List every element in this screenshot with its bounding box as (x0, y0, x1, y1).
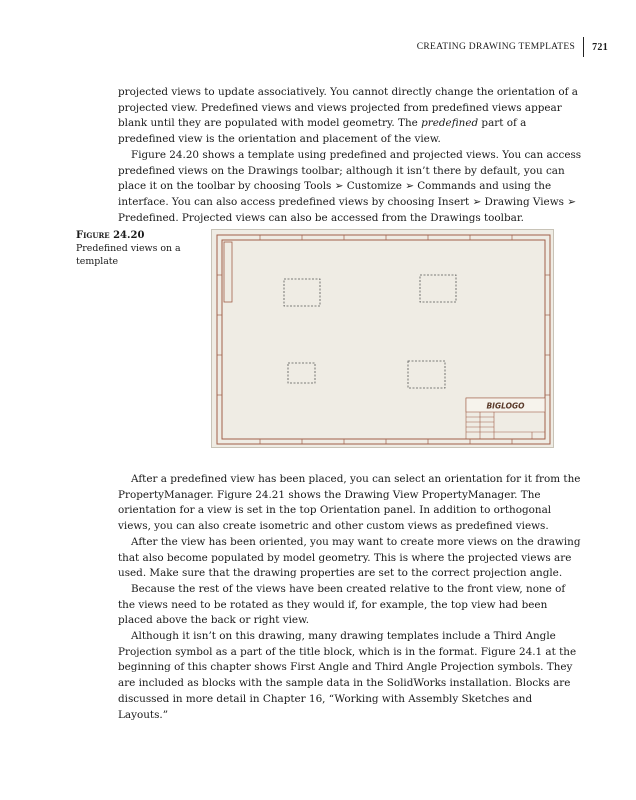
body-text-top (118, 85, 584, 226)
sheet-outer-border (217, 235, 550, 444)
emphasis: predefined (421, 117, 479, 130)
paragraph: After the view has been oriented, you may want to create more views on the drawing that also become populated by model geometry. This is where the projected views are used. Make sure that the drawing properties are set to the correct projection angle. (118, 535, 581, 580)
predefined-views (284, 275, 456, 388)
body-text-bottom (118, 472, 584, 723)
page-number: 721 (592, 41, 608, 53)
title-block-logo: BIGLOGO (486, 401, 525, 411)
paragraph: Although it isn’t on this drawing, many drawing templates include a Third Angle Projection symbol as a part of the title block, which is in the format. Figure 24.1 at the beginning of this chapter shows First Angle and Third Angle Projection symbols. They are included as blocks with the sample data in the SolidWorks installation. Blocks are discussed in more detail in Chapter 16, “Working with Assembly Sketches and Layouts.” (118, 630, 577, 721)
figure-caption-text: Predefined views on a template (76, 243, 181, 267)
paragraph: Figure 24.20 shows a template using predefined and projected views. You can access predefined views on the Drawings toolbar; although it isn’t there by default, you can place it on the toolbar by choosing Tools ➢ Customize ➢ Commands and using the interface. You can also access predefined views by choosing Insert ➢ Drawing Views ➢ Predefined. Projected views can also be accessed from the Drawings toolbar. (118, 148, 582, 224)
paragraph: projected views to update associatively. You cannot directly change the orientation of a projected view. Predefined views and views projected from predefined views appear blank until they are populated with model geometry. The predefined part of a predefined view is the orientation and placement of the view. (118, 86, 579, 146)
figure-caption (76, 229, 186, 268)
running-head-section: CREATING DRAWING TEMPLATES (416, 42, 576, 52)
paragraph: Because the rest of the views have been created relative to the front view, none of the views need to be rotated as they would if, for example, the top view had been placed above the back or right view. (118, 582, 566, 627)
revision-strip (224, 242, 232, 302)
figure-drawing-template (211, 229, 554, 448)
predefined-view (288, 363, 315, 383)
running-head (417, 37, 608, 57)
paragraph: After a predefined view has been placed, you can select an orientation for it from the PropertyManager. Figure 24.21 shows the Drawing View PropertyManager. The orientation for a view is set in the top Orientation panel. In addition to orthogonal views, you can also create isometric and other custom views as predefined views. (118, 473, 581, 533)
predefined-view (284, 279, 320, 306)
running-head-divider (583, 37, 584, 57)
predefined-view (408, 361, 445, 388)
figure-label: Figure 24.20 (76, 230, 145, 241)
drawing-sheet (212, 230, 555, 449)
zone-ticks (217, 235, 550, 444)
predefined-view (420, 275, 456, 302)
